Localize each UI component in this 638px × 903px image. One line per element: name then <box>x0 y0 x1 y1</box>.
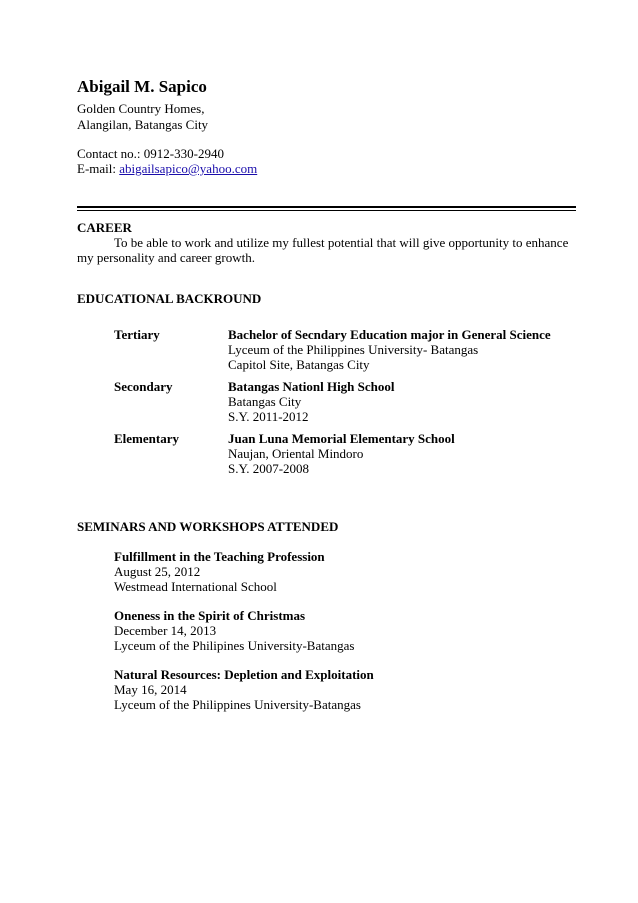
seminar-title: Oneness in the Spirit of Christmas <box>114 608 306 623</box>
seminars-heading: SEMINARS AND WORKSHOPS ATTENDED <box>77 519 339 534</box>
email-link[interactable]: abigailsapico@yahoo.com <box>119 161 258 176</box>
seminar-date: August 25, 2012 <box>114 564 201 579</box>
seminar-date: December 14, 2013 <box>114 623 217 638</box>
education-secondary-location: Batangas City <box>228 394 302 409</box>
applicant-name: Abigail M. Sapico <box>77 77 207 96</box>
seminar-venue: Westmead International School <box>114 579 277 594</box>
education-level-elementary: Elementary <box>114 431 179 446</box>
address-line-2: Alangilan, Batangas City <box>77 117 209 132</box>
education-elementary-year: S.Y. 2007-2008 <box>228 461 310 476</box>
education-elementary-location: Naujan, Oriental Mindoro <box>228 446 364 461</box>
section-divider-thin <box>77 210 576 211</box>
seminar-venue: Lyceum of the Philippines University-Batangas <box>114 697 361 712</box>
section-divider-thick <box>77 206 576 208</box>
address-line-1: Golden Country Homes, <box>77 101 205 116</box>
seminar-date: May 16, 2014 <box>114 682 187 697</box>
career-heading: CAREER <box>77 220 132 235</box>
education-tertiary-degree: Bachelor of Secndary Education major in General Science <box>228 327 551 342</box>
email-line <box>77 161 257 176</box>
education-tertiary-school: Lyceum of the Philippines University- Batangas <box>228 342 479 357</box>
education-heading: EDUCATIONAL BACKROUND <box>77 291 262 306</box>
career-objective: To be able to work and utilize my fullest potential that will give opportunity to enhance my personality and career growth. <box>77 235 569 265</box>
education-elementary-school: Juan Luna Memorial Elementary School <box>228 431 455 446</box>
education-secondary-year: S.Y. 2011-2012 <box>228 409 309 424</box>
education-secondary-school: Batangas Nationl High School <box>228 379 395 394</box>
seminar-venue: Lyceum of the Philipines University-Batangas <box>114 638 355 653</box>
education-level-tertiary: Tertiary <box>114 327 160 342</box>
email-prefix: E-mail: <box>77 161 120 176</box>
seminar-title: Fulfillment in the Teaching Profession <box>114 549 325 564</box>
education-tertiary-location: Capitol Site, Batangas City <box>228 357 370 372</box>
seminar-title: Natural Resources: Depletion and Exploitation <box>114 667 374 682</box>
education-level-secondary: Secondary <box>114 379 173 394</box>
contact-number: Contact no.: 0912-330-2940 <box>77 146 224 161</box>
